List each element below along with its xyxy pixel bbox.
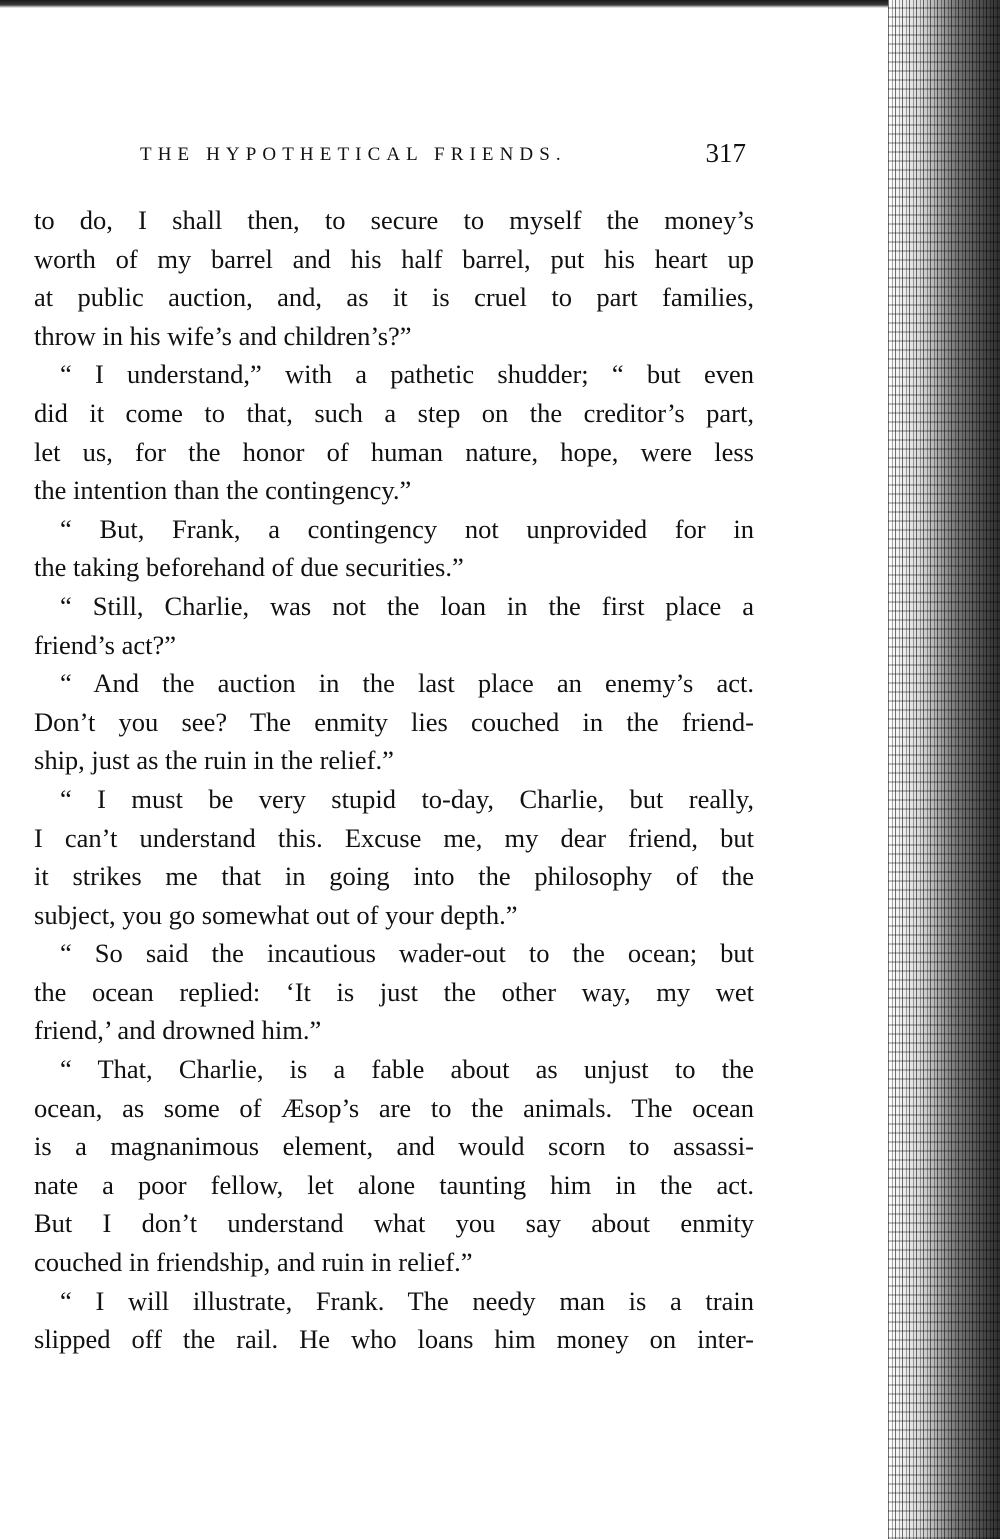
- text-line: Don’t you see? The enmity lies couched in the friend-: [34, 706, 754, 737]
- text-line: “ I understand,” with a pathetic shudder; “ but even: [60, 359, 754, 390]
- page-body: [34, 201, 754, 1359]
- text-line: I can’t understand this. Excuse me, my dear friend, but: [34, 822, 754, 853]
- text-line: slipped off the rail. He who loans him money on inter-: [34, 1324, 754, 1355]
- page-number: 317: [705, 138, 746, 168]
- text-line: “ But, Frank, a contingency not unprovided for in: [60, 513, 754, 544]
- page-header: [140, 138, 746, 178]
- text-line: “ So said the incautious wader-out to the ocean; but: [60, 938, 754, 969]
- text-line: let us, for the honor of human nature, hope, were less: [34, 436, 754, 467]
- text-line: throw in his wife’s and children’s?”: [34, 320, 412, 351]
- text-line: nate a poor fellow, let alone taunting him in the act.: [34, 1169, 754, 1200]
- text-line: friend,’ and drowned him.”: [34, 1015, 322, 1046]
- text-line: couched in friendship, and ruin in relief.”: [34, 1247, 473, 1278]
- text-line: “ I will illustrate, Frank. The needy man is a train: [60, 1285, 754, 1316]
- text-line: ship, just as the ruin in the relief.”: [34, 745, 394, 776]
- text-line: the intention than the contingency.”: [34, 475, 412, 506]
- text-line: “ I must be very stupid to-day, Charlie, but really,: [60, 783, 754, 814]
- text-line: friend’s act?”: [34, 629, 176, 660]
- text-line: ocean, as some of Æsop’s are to the animals. The ocean: [34, 1092, 754, 1123]
- text-line: at public auction, and, as it is cruel to part families,: [34, 282, 754, 313]
- text-line: “ And the auction in the last place an enemy’s act.: [60, 668, 754, 699]
- text-line: the taking beforehand of due securities.”: [34, 552, 464, 583]
- text-line: worth of my barrel and his half barrel, put his heart up: [34, 243, 754, 274]
- page-top-shadow: [0, 0, 1000, 8]
- page-fore-edge: [888, 0, 1000, 1539]
- text-line: it strikes me that in going into the philosophy of the: [34, 861, 754, 892]
- text-line: “ Still, Charlie, was not the loan in the first place a: [60, 590, 754, 621]
- text-line: subject, you go somewhat out of your depth.”: [34, 899, 518, 930]
- text-line: But I don’t understand what you say about enmity: [34, 1208, 754, 1239]
- running-title: THE HYPOTHETICAL FRIENDS.: [140, 144, 567, 165]
- text-line: is a magnanimous element, and would scorn to assassi-: [34, 1131, 754, 1162]
- text-line: to do, I shall then, to secure to myself the money’s: [34, 205, 754, 235]
- text-line: did it come to that, such a step on the creditor’s part,: [34, 397, 754, 428]
- text-line: “ That, Charlie, is a fable about as unjust to the: [60, 1054, 754, 1085]
- text-line: the ocean replied: ‘It is just the other way, my wet: [34, 976, 754, 1007]
